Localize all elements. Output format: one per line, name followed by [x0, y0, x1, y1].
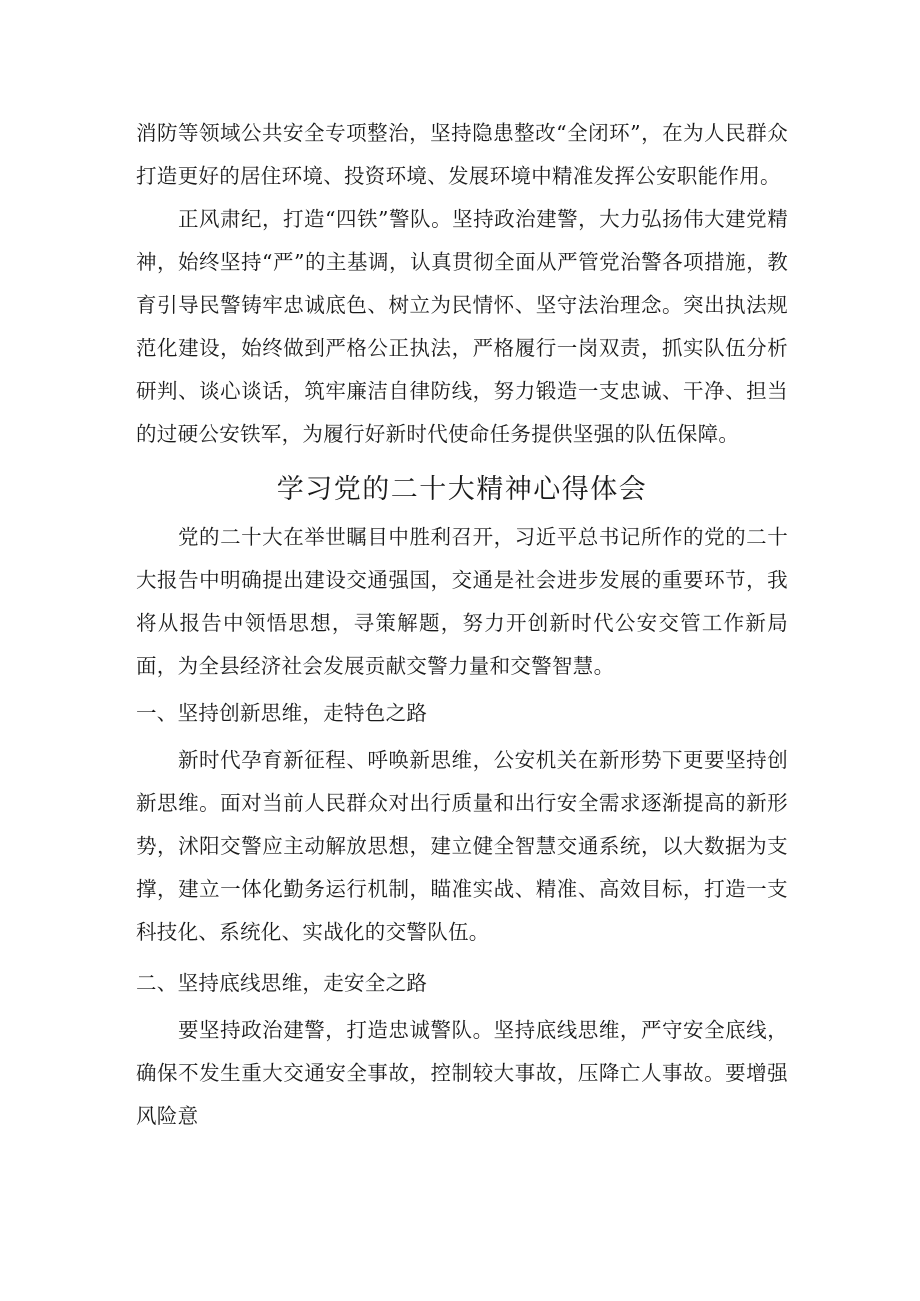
paragraph-discipline: 正风肃纪，打造“四铁”警队。坚持政治建警，大力弘扬伟大建党精神，始终坚持“严”的主基调，认真贯彻全面从严管党治警各项措施，教育引导民警铸牢忠诚底色、树立为民情怀、坚守法治理念。突出执法规范化建设，始终做到严格公正执法，严格履行一岗双责，抓实队伍分析研判、谈心谈话，筑牢廉洁自律防线，努力锻造一支忠诚、干净、担当的过硬公安铁军，为履行好新时代使命任务提供坚强的队伍保障。 — [136, 207, 788, 446]
section-body-2: 要坚持政治建警，打造忠诚警队。坚持底线思维，严守安全底线，确保不发生重大交通安全事故，控制较大事故，压降亡人事故。要增强风险意 — [136, 1018, 788, 1128]
section-body-1: 新时代孕育新征程、呼唤新思维，公安机关在新形势下更要坚持创新思维。面对当前人民群众对出行质量和出行安全需求逐渐提高的新形势，沭阳交警应主动解放思想，建立健全智慧交通系统，以大数据为支撑，建立一体化勤务运行机制，瞄准实战、精准、高效目标，打造一支科技化、系统化、实战化的交警队伍。 — [136, 748, 788, 944]
section-heading-1: 一、坚持创新思维，走特色之路 — [136, 701, 428, 725]
paragraph-continuation: 消防等领域公共安全专项整治，坚持隐患整改“全闭环”，在为人民群众打造更好的居住环境、投资环境、发展环境中精准发挥公安职能作用。 — [136, 121, 788, 188]
section-heading-2: 二、坚持底线思维，走安全之路 — [136, 971, 428, 995]
document-page — [136, 112, 788, 1138]
document-title: 学习党的二十大精神心得体会 — [276, 474, 648, 505]
paragraph-intro: 党的二十大在举世瞩目中胜利召开，习近平总书记所作的党的二十大报告中明确提出建设交通强国，交通是社会进步发展的重要环节，我将从报告中领悟思想，寻策解题，努力开创新时代公安交管工作新局面，为全县经济社会发展贡献交警力量和交警智慧。 — [136, 525, 788, 678]
